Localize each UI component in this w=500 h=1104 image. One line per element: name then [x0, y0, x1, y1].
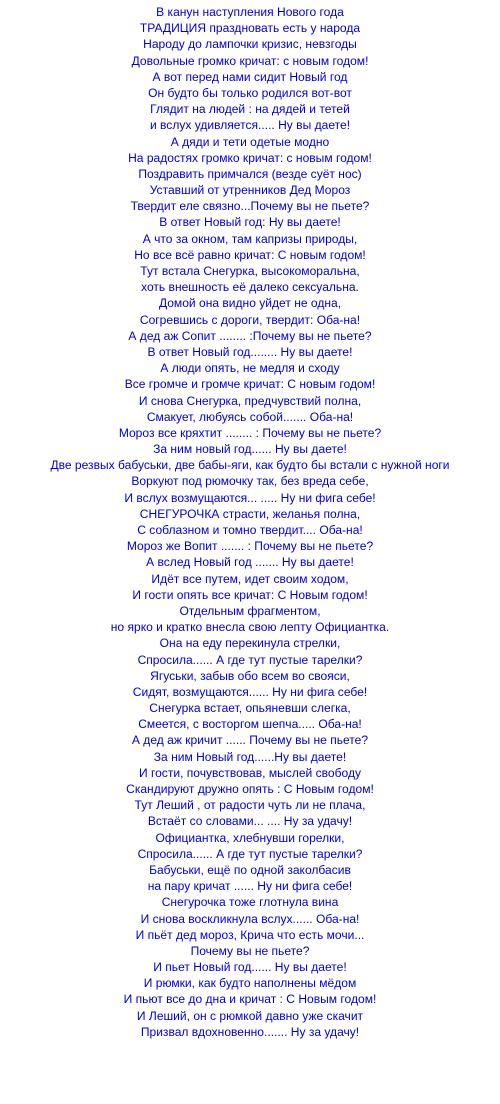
- poem-line: Снегурочка тоже глотнула вина: [161, 895, 339, 910]
- poem-line: Тут Леший , от радости чуть ли не плача,: [134, 798, 366, 813]
- poem-line: В ответ Новый год: Ну вы даете!: [159, 215, 341, 230]
- poem-line: А дяди и тети одетые модно: [170, 134, 330, 149]
- poem-line: Спросила...... А где тут пустые тарелки?: [137, 652, 363, 667]
- poem-line: Две резвых бабуськи, две бабы-яги, как будто бы встали с нужной ноги: [50, 458, 450, 473]
- poem-line: Но все всё равно кричат: С новым годом!: [134, 247, 366, 262]
- poem-line: Смакует, любуясь собой....... Оба-на!: [146, 409, 354, 424]
- poem-line: но ярко и кратко внесла свою лепту Официантка.: [110, 620, 390, 635]
- poem-line: А дед аж Сопит ........ :Почему вы не пьете?: [128, 328, 372, 343]
- poem-line: И пьёт дед мороз, Крича что есть мочи...: [135, 927, 365, 942]
- poem-line: И пьют все до дна и кричат : С Новым годом!: [123, 992, 377, 1007]
- poem-line: И рюмки, как будто наполнены мёдом: [143, 976, 357, 991]
- poem-line: И снова воскликнула вслух...... Оба-на!: [140, 911, 360, 926]
- poem-line: Он будто бы только родился вот-вот: [148, 85, 352, 100]
- poem-line: Призвал вдохновенно....... Ну за удачу!: [140, 1024, 360, 1039]
- poem-line: и вслух удивляется..... Ну вы даете!: [149, 118, 351, 133]
- poem-line: Ягуськи, забыв обо всем во свояси,: [150, 668, 350, 683]
- poem-line: хоть внешность её далеко сексуальна.: [141, 280, 359, 295]
- poem-line: В ответ Новый год........ Ну вы даете!: [147, 344, 353, 359]
- poem-line: С соблазном и томно твердит.... Оба-на!: [137, 523, 363, 537]
- poem-line: Тут встала Снегурка, высокоморальна,: [140, 264, 360, 278]
- poem-line: Встаёт со словами... .... Ну за удачу!: [147, 814, 353, 829]
- poem-line: Официантка, хлебнувши горелки,: [155, 830, 345, 845]
- poem-line: Мороз все кряхтит ........ : Почему вы не пьете?: [118, 425, 382, 440]
- poem-line: Твердит еле связно...Почему вы не пьете?: [130, 199, 370, 214]
- poem-line: Бабуськи, ещё по одной заколбасив: [149, 862, 351, 877]
- poem-line: Воркуют под рюмочку так, без вреда себе,: [131, 474, 369, 489]
- poem-line: Народу до лампочки кризис, невзгоды: [143, 37, 357, 52]
- poem-line: В канун наступления Нового года: [156, 5, 344, 19]
- poem-line: Довольные громко кричат: с новым годом!: [131, 53, 369, 68]
- poem-line: И пьет Новый год...... Ну вы даете!: [153, 960, 347, 975]
- poem-line: И вслух возмущаются... ..... Ну ни фига себе!: [124, 490, 376, 505]
- poem-line: Смеется, с восторгом шепча..... Оба-на!: [138, 717, 362, 732]
- poem-line: На радостях громко кричат: с новым годом!: [128, 150, 372, 165]
- poem-line: Спросила...... А где тут пустые тарелки?: [137, 846, 363, 861]
- poem-line: Она на еду перекинула стрелки,: [159, 636, 341, 651]
- poem-line: А дед аж кричит ...... Почему вы не пьете?: [131, 733, 369, 748]
- poem-line: А вслед Новый год ....... Ну вы даете!: [146, 555, 354, 570]
- poem-line: на пару кричат ...... Ну ни фига себе!: [147, 879, 353, 894]
- poem-line: Скандируют дружно опять : С Новым годом!: [126, 782, 374, 796]
- poem-line: Снегурка встает, опьяневши слегка,: [149, 701, 351, 716]
- poem-line: Все громче и громче кричат: С новым годом!: [124, 377, 376, 392]
- poem-line: А что за окном, там капризы природы,: [142, 231, 358, 246]
- poem-line: И гости, почувствовав, мыслей свободу: [138, 765, 362, 780]
- poem-line: А вот перед нами сидит Новый год: [152, 69, 348, 84]
- poem-line: Глядит на людей : на дядей и тетей: [150, 102, 350, 117]
- poem-line: Почему вы не пьете?: [190, 943, 310, 958]
- poem-line: И снова Снегурка, предчувствий полна,: [138, 393, 362, 408]
- poem-line: Согревшись с дороги, твердит: Оба-на!: [139, 312, 361, 327]
- poem-line: А люди опять, не медля и сходу: [160, 361, 340, 376]
- poem-line: Поздравить примчался (везде суёт нос): [138, 166, 362, 181]
- poem-line: Сидят, возмущаются...... Ну ни фига себе!: [132, 684, 368, 699]
- poem-line: За ним новый год...... Ну вы даете!: [153, 442, 347, 457]
- poem-line: Домой она видно уйдет не одна,: [158, 296, 342, 311]
- poem-line: Идёт все путем, идет своим ходом,: [151, 571, 349, 586]
- poem-line: И гости опять все кричат: С Новым годом!: [132, 587, 368, 602]
- poem-line: ТРАДИЦИЯ праздновать есть у народа: [139, 21, 361, 36]
- poem-line: Мороз же Вопит ....... : Почему вы не пьете?: [126, 539, 374, 554]
- poem-line: Уставший от утренников Дед Мороз: [149, 183, 351, 198]
- poem-line: И Леший, он с рюмкой давно уже скачит: [136, 1008, 364, 1023]
- poem-line: СНЕГУРОЧКА страсти, желанья полна,: [139, 506, 361, 521]
- poem-line: Отдельным фрагментом,: [179, 603, 321, 618]
- poem-line: За ним Новый год......Ну вы даете!: [153, 749, 347, 764]
